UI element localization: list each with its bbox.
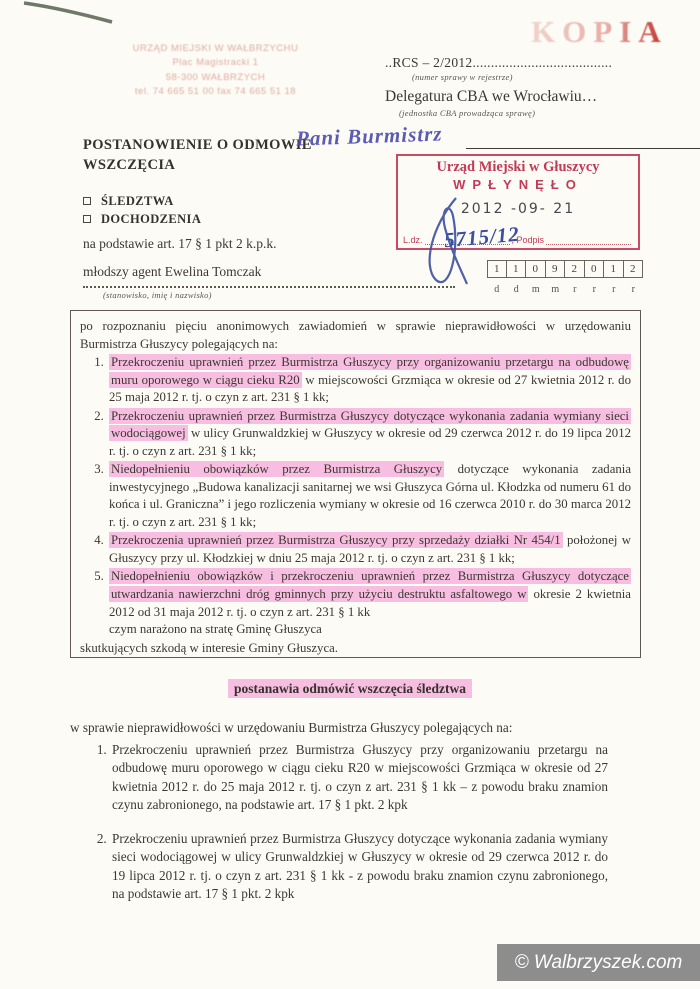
pen-mark-icon (0, 0, 140, 40)
date-digit-cell: 2 (624, 260, 644, 278)
horizontal-rule (466, 148, 700, 149)
body-text: okresie 2 kwietnia 2012 od 31 maja 2012 r. tj. o czyn z art. 231 § 1 kk (109, 586, 631, 619)
signature-icon (410, 192, 486, 288)
date-digit-cell: 1 (507, 260, 527, 278)
checkbox-row (83, 210, 201, 228)
decision-statement (0, 680, 700, 698)
date-legend-letter: m (551, 284, 560, 295)
allegations-box (70, 310, 641, 658)
date-digit-cell: 1 (604, 260, 624, 278)
date-legend-letter: r (612, 284, 616, 295)
date-digit-cell: 2 (565, 260, 585, 278)
dotted-line (546, 237, 631, 245)
allegation-item (107, 532, 631, 567)
dotted-line (83, 286, 455, 288)
allegations-intro: po rozpoznaniu pięciu anonimowych zawiadomień w sprawie nieprawidłowości w urzędowaniu Burmistrza Głuszycy polegających na: (80, 319, 631, 351)
date-digit-cell: 0 (585, 260, 605, 278)
body-text: dotyczące wykonania zadania inwestycyjnego „Budowa kanalizacji sanitarnej we wsi Głuszyca Górna ul. Kłodzka od numeru 61 do końca i ul. Graniczna” i jego rozliczenia wymiany w okresie od 16 czerwca 2010 r. do 30 marca 2012 r. tj. o czyn z art. 231 § 1 kk; (109, 462, 632, 529)
highlighted-text: Przekroczenia uprawnień przez Burmistrza Głuszycy przy sprzedaży działki Nr 454/1 (111, 533, 561, 548)
checkbox-icon (83, 197, 91, 205)
receipt-stamp-received-label: WPŁYNĘŁO (453, 177, 583, 192)
date-legend-letter: r (592, 284, 596, 295)
date-digit-cell: 1 (487, 260, 507, 278)
allegation-list (90, 354, 631, 639)
date-legend-letter: d (513, 284, 519, 295)
date-legend-letter: d (494, 284, 500, 295)
cba-unit: Delegatura CBA we Wrocławiu… (385, 88, 598, 105)
checkbox-label: DOCHODZENIA (101, 211, 202, 226)
cba-unit-caption: (jednostka CBA prowadząca sprawę) (399, 108, 536, 118)
allegation-item (107, 354, 631, 407)
officer-caption: (stanowisko, imię i nazwisko) (103, 290, 212, 300)
date-legend-letter: r (573, 284, 577, 295)
document-title-line1: POSTANOWIENIE O ODMOWIE (83, 137, 312, 153)
case-type-checkboxes (83, 192, 201, 228)
sender-address-stamp (108, 42, 323, 99)
allegation-item (107, 568, 631, 638)
date-legend-letter: r (631, 284, 635, 295)
body-text: czym narażono na stratę Gminę Głuszyca (109, 622, 322, 637)
checkbox-row (83, 192, 201, 210)
highlighted-text: Niedopełnieniu obowiązków przez Burmistrza Głuszycy (111, 462, 443, 477)
allegations-closing: skutkujących szkodą w interesie Gminy Głuszyca. (80, 640, 338, 655)
handwritten-note: Pani Burmistrz (295, 121, 443, 151)
kopia-stamp: KOPIA (531, 14, 668, 49)
date-grid-legend (487, 284, 643, 295)
section2-list (84, 741, 608, 904)
officer-name: młodszy agent Ewelina Tomczak (83, 264, 262, 279)
watermark-badge (497, 944, 700, 981)
checkbox-icon (83, 215, 91, 223)
case-register-number: ..RCS – 2/2012...................................... (385, 55, 613, 70)
legal-basis-text: na podstawie art. 17 § 1 pkt 2 k.p.k. (83, 236, 277, 251)
document-title-line2: WSZCZĘCIA (83, 156, 176, 173)
body-text: w ulicy Grunwaldzkiej w Głuszycy w okresie od 29 czerwca 2012 r. do 19 lipca 2012 r. tj. o czyn z art. 231 § 1 kk; (109, 426, 631, 458)
date-digit-cell: 9 (546, 260, 566, 278)
date-legend-letter: m (531, 284, 540, 295)
decision-statement-text: postanawia odmówić wszczęcia śledztwa (228, 679, 472, 698)
section2-list-wrap (84, 741, 608, 919)
sender-stamp-line: Plac Magistracki 1 (172, 57, 259, 69)
date-grid (487, 260, 643, 278)
ldz-label: L.dz. (403, 235, 423, 245)
allegation-item (107, 461, 631, 531)
watermark-text: © Walbrzyszek.com (514, 951, 683, 973)
highlighted-text: Przekroczeniu uprawnień przez Burmistrza Głuszycy dotyczące wykonania zadania wymiany sieci wodociągowej (111, 408, 629, 441)
checkbox-label: ŚLEDZTWA (101, 193, 174, 208)
sender-stamp-line: tel. 74 665 51 00 fax 74 665 51 18 (134, 85, 297, 97)
podpis-label: , Podpis (511, 235, 545, 245)
section2-intro: w sprawie nieprawidłowości w urzędowaniu Burmistrza Głuszycy polegających na: (70, 720, 513, 735)
receipt-stamp-office: Urząd Miejski w Głuszycy (436, 159, 600, 175)
body-text: położonej w Głuszycy przy ul. Kłodzkiej w dniu 25 maja 2012 r. tj. o czyn z art. 231 § 1 kk; (109, 533, 631, 565)
decision-item: 2. Przekroczeniu uprawnień przez Burmistrza Głuszycy dotyczące wykonania zadania wymiany sieci wodociągowej w ulicy Grunwaldzkiej w Głuszycy w okresie od 29 czerwca 2012 r. do 19 lipca 2012 r. tj. o czyn z art. 231 § 1 kk - z powodu braku znamion czynu zabronionego, na podstawie art. 17 § 1 pkt. 2 kpk (110, 830, 608, 904)
body-text: w miejscowości Grzmiąca w okresie od 27 kwietnia 2012 r. do 25 maja 2012 r. tj. o czyn z art. 231 § 1 kk; (109, 372, 631, 405)
date-digit-cell: 0 (526, 260, 546, 278)
highlighted-text: Niedopełnieniu obowiązków i przekroczeniu uprawnień przez Burmistrza Głuszycy dotyczące utwardzania nawierzchni dróg gminnych przy użyciu destruktu asfaltowego w (111, 569, 629, 601)
decision-item: 1. Przekroczeniu uprawnień przez Burmistrza Głuszycy przy organizowaniu przetargu na odbudowę muru oporowego w ciągu cieku R20 w miejscowości Grzmiąca w okresie od 27 kwietnia 2012 r. do 25 maja 2012 r. tj. o czyn z art. 231 § 1 kk – z powodu braku znamion czynu zabronionego, na podstawie art. 17 § 1 pkt. 2 kpk (110, 741, 608, 815)
handwritten-ldz-number: 5715/12 (443, 221, 521, 253)
sender-stamp-line: URZĄD MIEJSKI W WAŁBRZYCHU (132, 43, 299, 54)
highlighted-text: Przekroczeniu uprawnień przez Burmistrza Głuszycy przy organizowaniu przetargu na odbudowę muru oporowego w ciągu cieku R20 (111, 355, 629, 387)
sender-stamp-line: 58-300 WAŁBRZYCH (165, 71, 266, 83)
receipt-stamp-date: 2012 -09- 21 (460, 201, 576, 217)
case-register-caption: (numer sprawy w rejestrze) (412, 72, 513, 82)
allegation-item (107, 408, 631, 461)
